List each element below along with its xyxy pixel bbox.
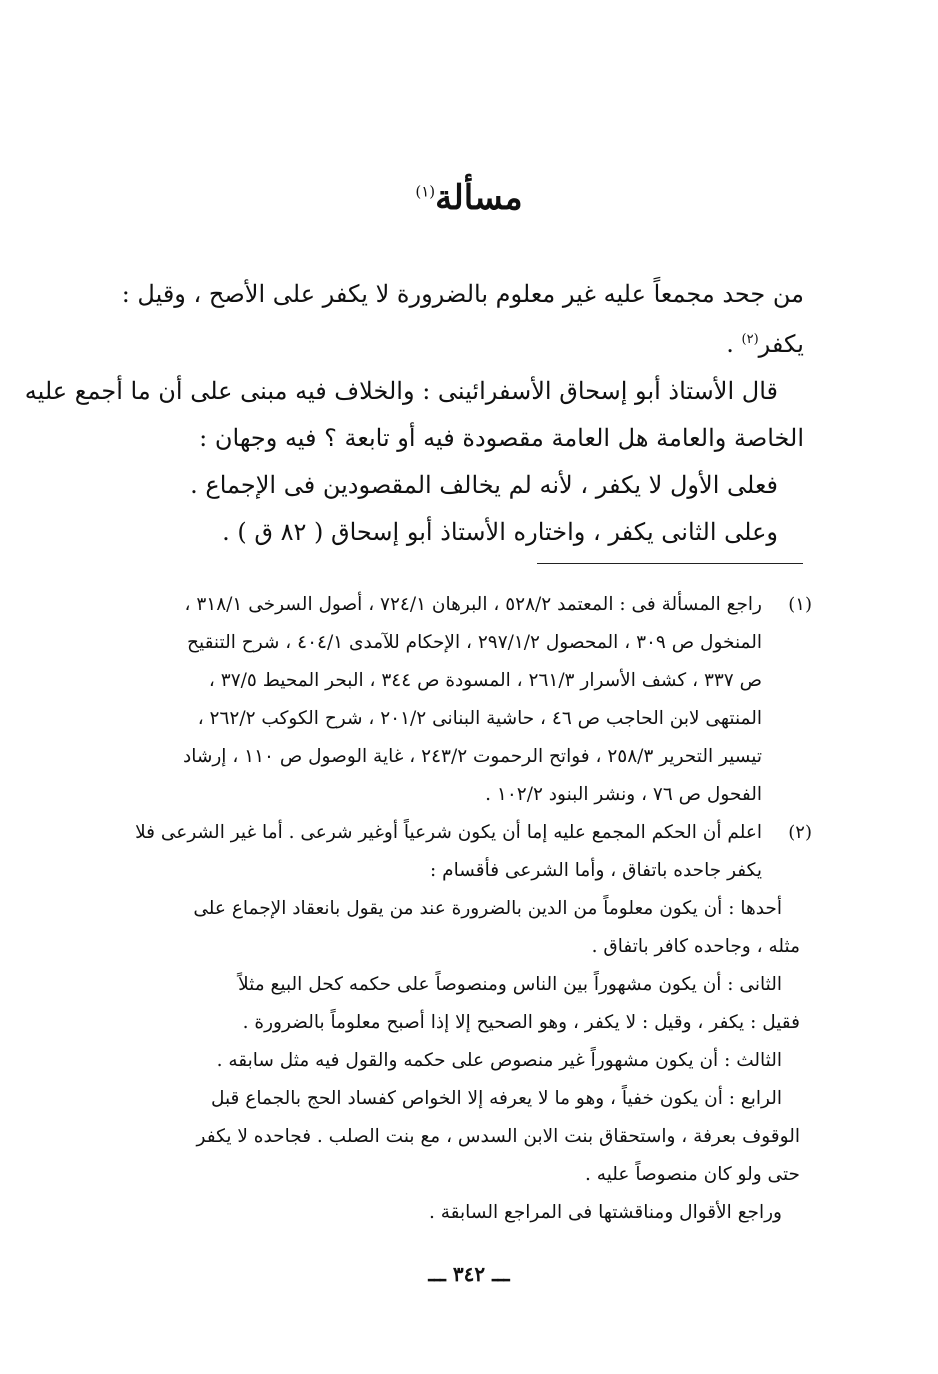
footnote-ref: (٢) <box>741 332 759 347</box>
footnote-line: الثانى : أن يكون مشهوراً بين الناس ومنصوصاً على حكمه كحل البيع مثلاً <box>238 974 782 995</box>
footnote-line: راجع المسألة فى : المعتمد ٥٢٨/٢ ، البرهان ٧٢٤/١ ، أصول السرخى ٣١٨/١ ، <box>184 594 762 615</box>
footnote-2 <box>112 814 812 1232</box>
body-line-end: . <box>726 330 742 358</box>
footnotes <box>112 586 812 1232</box>
footnote-line: ص ٣٣٧ ، كشف الأسرار ٢٦١/٣ ، المسودة ص ٣٤٤ ، البحر المحيط ٣٧/٥ ، <box>208 670 762 691</box>
footnote-line: الوقوف بعرفة ، واستحقاق بنت الابن السدس ، مع بنت الصلب . فجاحده لا يكفر <box>196 1126 800 1147</box>
footnote-number: (٢) <box>788 822 812 843</box>
title-footnote-ref: (١) <box>415 182 436 201</box>
footnote-line: فقيل : يكفر ، وقيل : لا يكفر ، وهو الصحيح إلا إذا أصبح معلوماً بالضرورة . <box>242 1012 800 1033</box>
footnote-line: المنتهى لابن الحاجب ص ٤٦ ، حاشية البنانى ٢٠١/٢ ، شرح الكوكب ٢٦٢/٢ ، <box>197 708 762 729</box>
footnote-line: وراجع الأقوال ومناقشتها فى المراجع السابقة . <box>429 1202 782 1223</box>
footnote-line: مثله ، وجاحده كافر باتفاق . <box>591 936 800 957</box>
footnote-line: الرابع : أن يكون خفياً ، وهو ما لا يعرفه إلا الخواص كفساد الحج بالجماع قبل <box>210 1088 782 1109</box>
body-line: فعلى الأول لا يكفر ، لأنه لم يخالف المقصودين فى الإجماع . <box>190 471 778 499</box>
footnote-line: الفحول ص ٧٦ ، ونشر البنود ١٠٢/٢ . <box>485 784 762 805</box>
footnote-1 <box>112 586 812 814</box>
body-line: الخاصة والعامة هل العامة مقصودة فيه أو تابعة ؟ فيه وجهان : <box>199 424 804 452</box>
footnote-separator <box>537 563 803 564</box>
title-text: مسألة <box>435 178 523 218</box>
body-line-text: يكفر <box>758 330 804 358</box>
body-line: وعلى الثانى يكفر ، واختاره الأستاذ أبو إسحاق ( ٨٢ ق ) . <box>222 518 778 546</box>
footnote-line: المنخول ص ٣٠٩ ، المحصول ٢٩٧/١/٢ ، الإحكام للآمدى ٤٠٤/١ ، شرح التنقيح <box>187 632 762 653</box>
main-text <box>24 272 804 556</box>
footnote-line: أحدها : أن يكون معلوماً من الدين بالضرورة عند من يقول بانعقاد الإجماع على <box>193 898 782 919</box>
footnote-line: اعلم أن الحكم المجمع عليه إما أن يكون شرعياً أوغير شرعى . أما غير الشرعى فلا <box>135 822 762 843</box>
footnote-line: تيسير التحرير ٢٥٨/٣ ، فواتح الرحموت ٢٤٣/٢ ، غاية الوصول ص ١١٠ ، إرشاد <box>182 746 762 767</box>
footnote-number: (١) <box>788 594 812 615</box>
section-title <box>0 178 938 218</box>
body-line: من جحد مجمعاً عليه غير معلوم بالضرورة لا يكفر على الأصح ، وقيل : <box>121 280 804 308</box>
footnote-line: الثالث : أن يكون مشهوراً غير منصوص على حكمه والقول فيه مثل سابقه . <box>216 1050 782 1071</box>
footnote-line: حتى ولو كان منصوصاً عليه . <box>585 1164 800 1185</box>
body-line: قال الأستاذ أبو إسحاق الأسفرائينى : والخلاف فيه مبنى على أن ما أجمع عليه <box>24 377 778 405</box>
footnote-line: يكفر جاحده باتفاق ، وأما الشرعى فأقسام : <box>430 860 762 881</box>
page-number: ـــ ٣٤٢ ـــ <box>428 1262 510 1286</box>
body-line <box>112 316 804 368</box>
